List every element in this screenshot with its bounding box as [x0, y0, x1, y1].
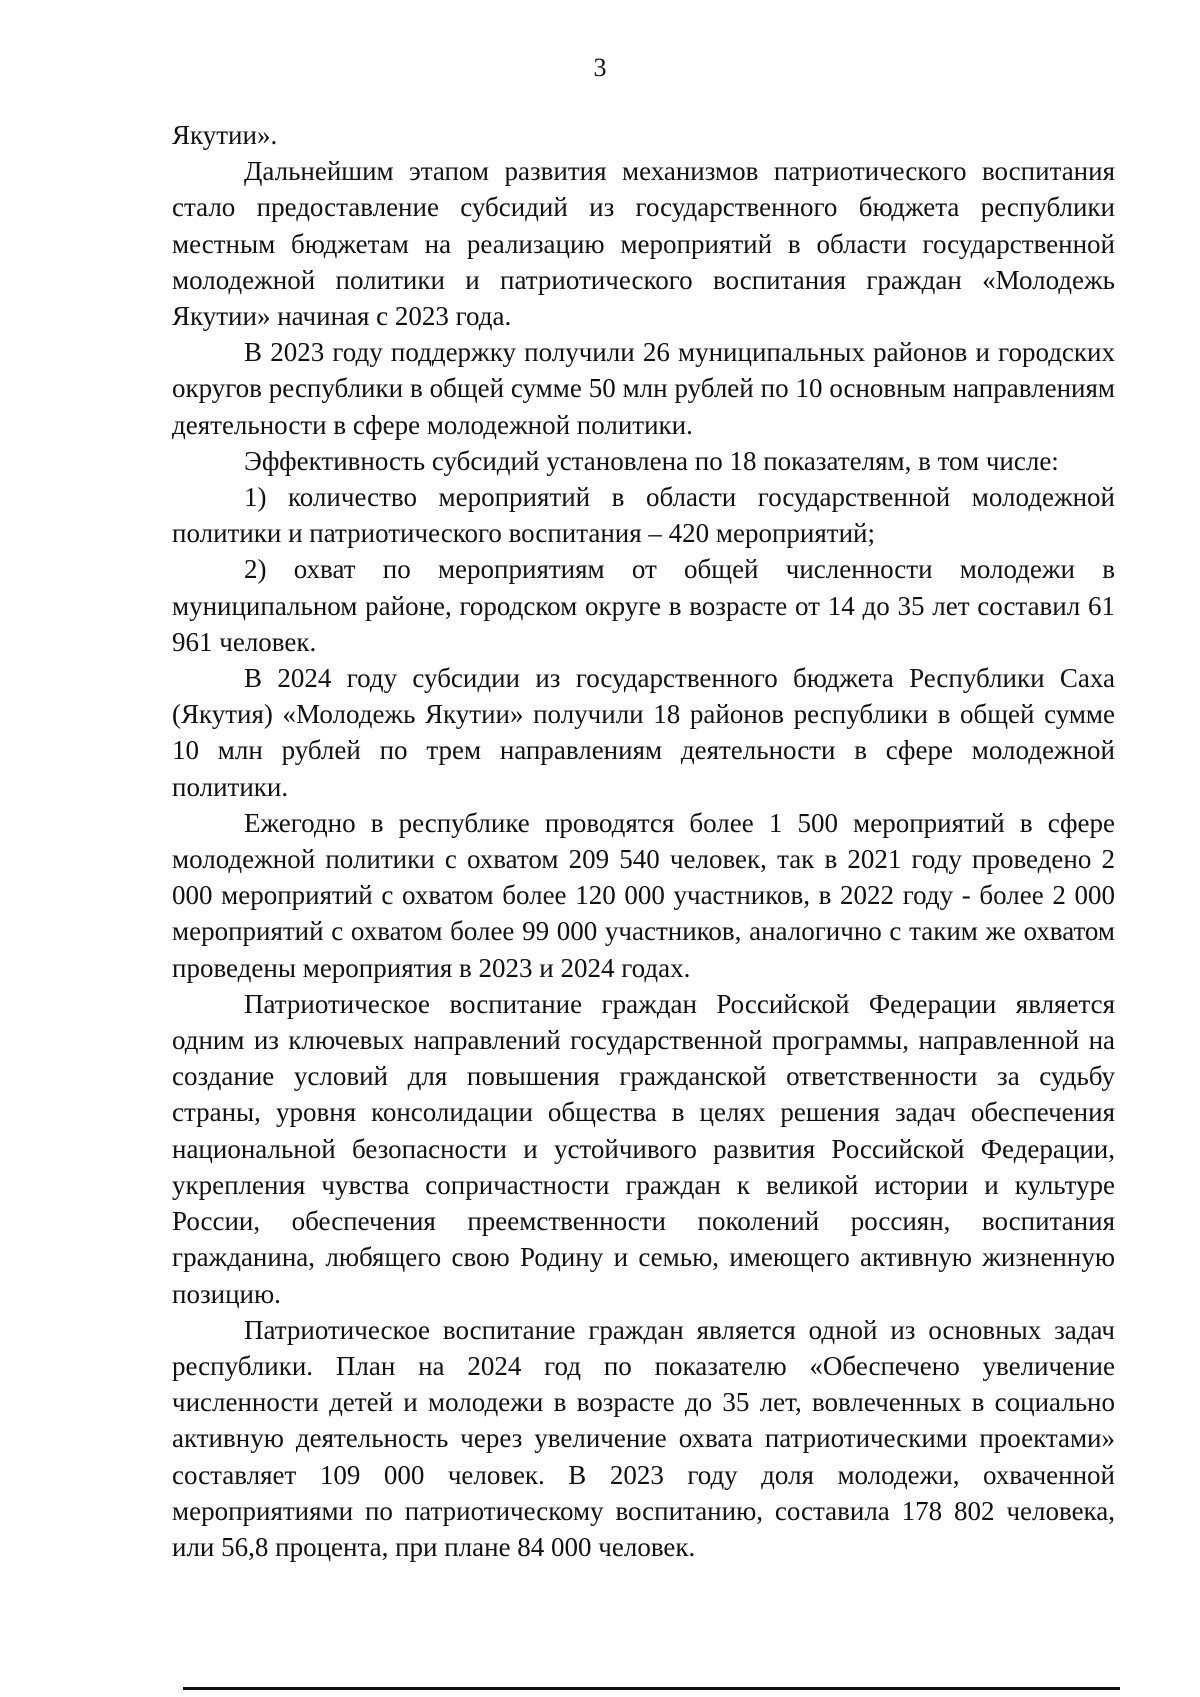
list-item-1: 1) количество мероприятий в области государственной молодежной политики и патриотического воспитания – 420 мероприятий; [172, 482, 1115, 549]
page-number: 3 [593, 53, 607, 82]
bottom-divider [183, 1687, 1120, 1690]
paragraph-patriotic-education-rf: Патриотическое воспитание граждан Российской Федерации является одним из ключевых направлений государственной программы, направленной на создание условий для повышения гражданской ответственности за судьбу страны, уровня консолидации общества в целях решения задач обеспечения национальной безопасности и устойчивого развития Российской Федерации, укрепления чувства сопричастности граждан к великой истории и культуре России, обеспечения преемственности поколений россиян, воспитания гражданина, любящего свою Родину и семью, имеющего активную жизненную позицию. [172, 988, 1115, 1309]
paragraph-2024-subsidies: В 2024 году субсидии из государственного бюджета Республики Саха (Якутия) «Молодежь Якутии» получили 18 районов республики в общей сумме 10 млн рублей по трем направлениям деятельности в сфере молодежной политики. [172, 663, 1115, 802]
paragraph-subsidies-intro: Дальнейшим этапом развития механизмов патриотического воспитания стало предоставление субсидий из государственного бюджета республики местным бюджетам на реализацию мероприятий в области государственной молодежной политики и патриотического воспитания граждан «Молодежь Якутии» начиная с 2023 года. [172, 156, 1115, 332]
paragraph-2023-support: В 2023 году поддержку получили 26 муниципальных районов и городских округов республики в общей сумме 50 млн рублей по 10 основным направлениям деятельности в сфере молодежной политики. [172, 337, 1115, 440]
list-item-2: 2) охват по мероприятиям от общей численности молодежи в муниципальном районе, городском округе в возрасте от 14 до 35 лет составил 61 961 человек. [172, 554, 1115, 657]
paragraph-efficiency: Эффективность субсидий установлена по 18 показателям, в том числе: [244, 445, 1059, 476]
paragraph-annual-events: Ежегодно в республике проводятся более 1 500 мероприятий в сфере молодежной политики с охватом 209 540 человек, так в 2021 году проведено 2 000 мероприятий с охватом более 120 000 участников, в 2022 году - более 2 000 мероприятий с охватом более 99 000 участников, аналогично с таким же охватом проведены мероприятия в 2023 и 2024 годах. [172, 807, 1115, 983]
document-body [172, 117, 1115, 1565]
paragraph-patriotic-education-republic: Патриотическое воспитание граждан является одной из основных задач республики. План на 2024 год по показателю «Обеспечено увеличение численности детей и молодежи в возрасте до 35 лет, вовлеченных в социально активную деятельность через увеличение охвата патриотическими проектами» составляет 109 000 человек. В 2023 году доля молодежи, охваченной мероприятиями по патриотическому воспитанию, составила 178 802 человека, или 56,8 процента, при плане 84 000 человек. [172, 1314, 1115, 1562]
paragraph-continuation: Якутии». [172, 120, 278, 150]
